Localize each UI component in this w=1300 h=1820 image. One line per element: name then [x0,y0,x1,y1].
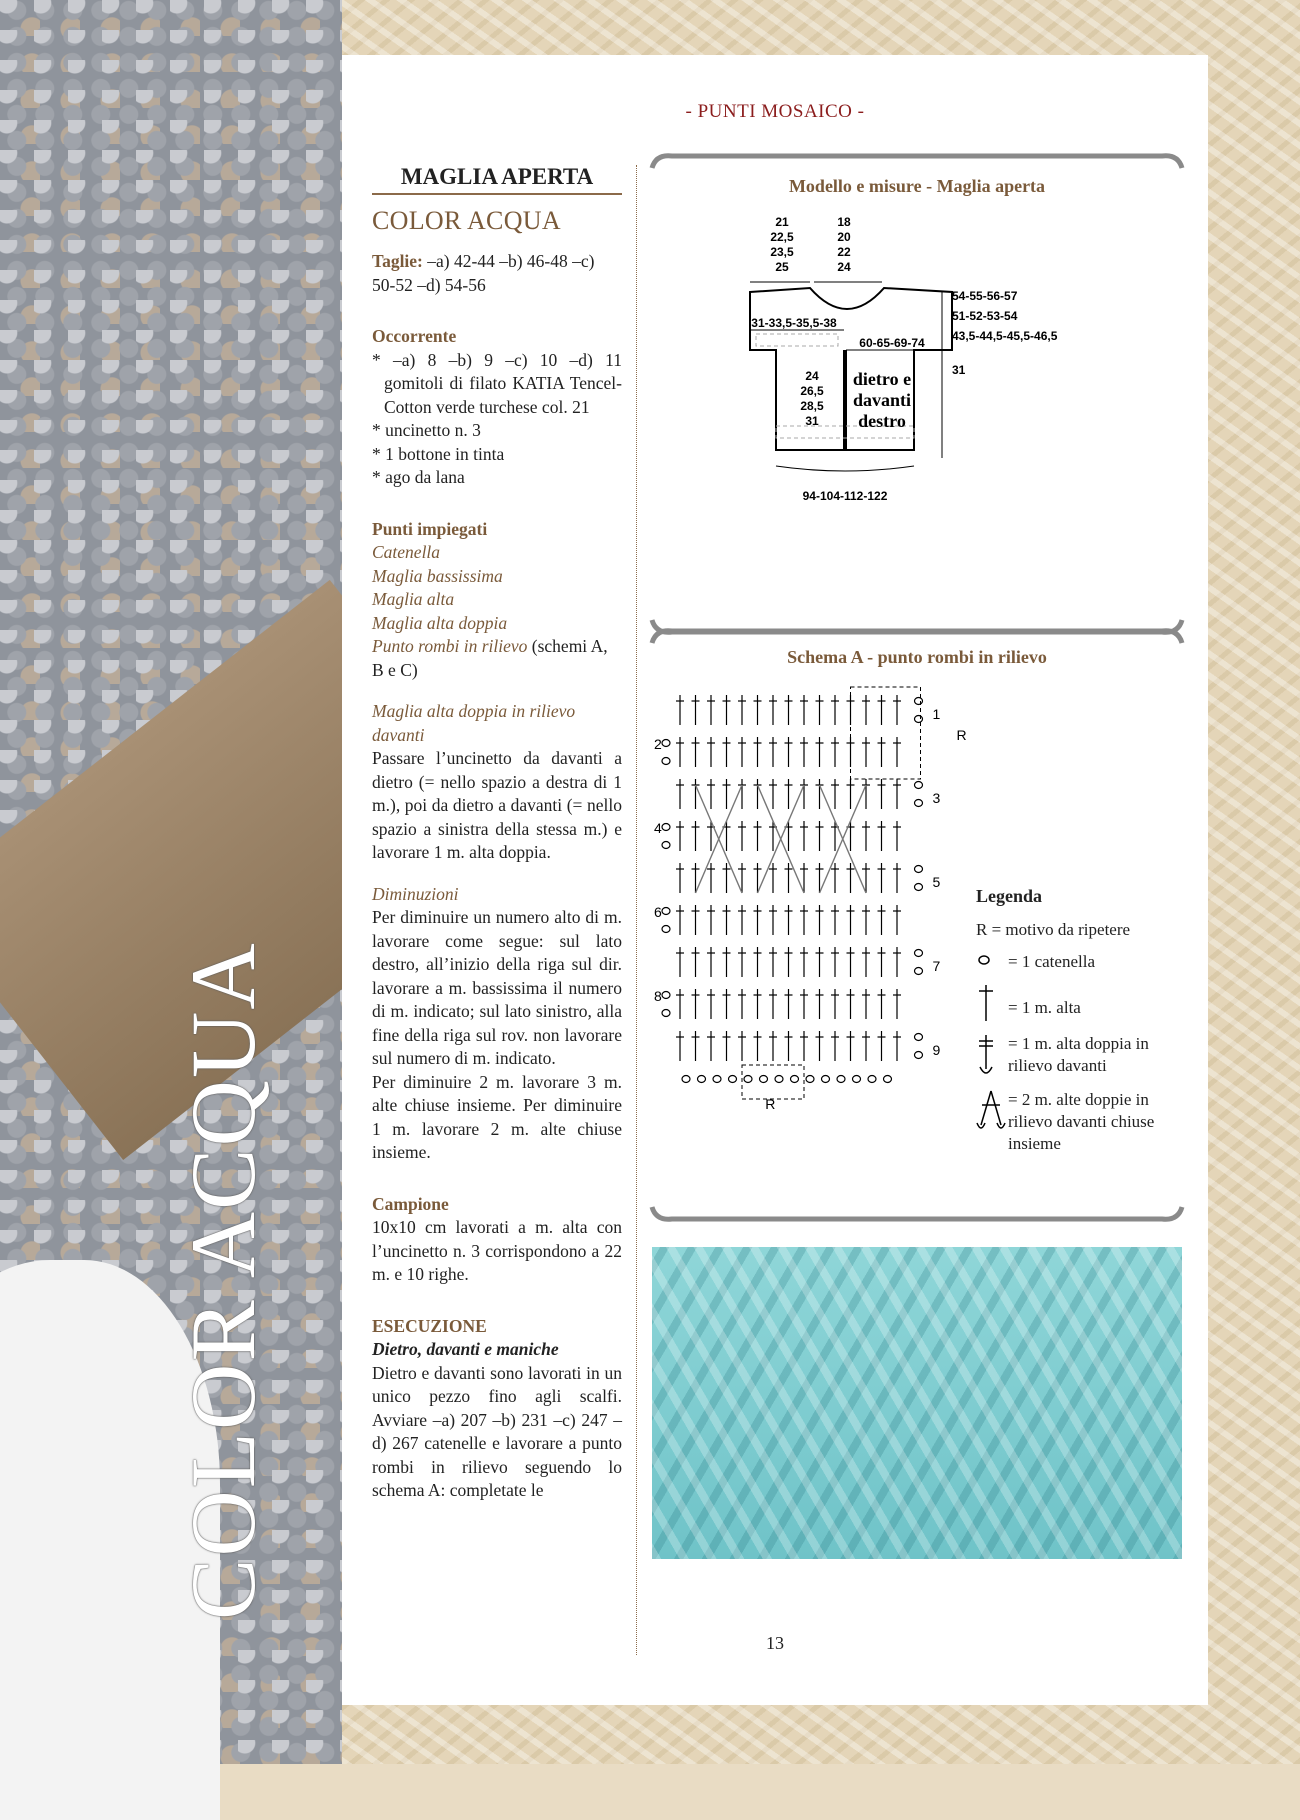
chain-stitch [662,926,670,933]
legend-row [976,983,1196,1023]
repeat-label-vertical: R [956,727,967,743]
punto-item: Maglia bassissima [372,565,503,586]
schema-bottom-bracket [652,1203,1182,1225]
chain-stitch [915,1052,923,1059]
column-divider [636,165,637,1655]
foundation-chain [791,1076,799,1083]
legend-text: = 1 m. alta [1008,998,1081,1017]
chain-stitch [915,968,923,975]
page-number: 13 [766,1633,784,1653]
punto-item: Catenella [372,542,441,562]
punto-rombi-ref: (schemi A, B e C) [372,636,608,680]
top-left-2: 22,5 [770,230,794,244]
chain-stitch [915,950,923,957]
legend-row [976,1033,1196,1079]
top-left-4: 25 [775,260,789,274]
row-label-left: 4 [654,820,662,836]
punto-item [372,635,622,682]
chain-stitch [915,884,923,891]
row-label-right: 3 [932,790,941,806]
panel-top-bracket [652,150,1182,172]
chain-stitch [662,908,670,915]
punto-rombi: Punto rombi in rilievo [372,636,528,656]
pattern-title: MAGLIA APERTA [372,165,622,195]
sleeve-measure: 31-33,5-35,5-38 [751,316,837,330]
chain-stitch [662,842,670,849]
section-header: - PUNTI MOSAICO - [685,101,865,122]
swatch-photo [652,1247,1182,1559]
foundation-chain [775,1076,783,1083]
piece-label-1: dietro e [852,369,912,389]
row-label-right: 5 [932,874,941,890]
row-label-right: 7 [932,958,941,974]
piece-label-3: destro [858,411,906,431]
stitch-chart [652,685,967,1112]
foundation-chain [682,1076,690,1083]
punto-item: Maglia alta doppia [372,612,508,633]
body-4: 31 [805,414,819,428]
dim-heading: Diminuzioni [372,883,459,904]
foundation-chain [713,1076,721,1083]
row-label-left: 2 [654,736,662,752]
top-right-4: 24 [837,260,851,274]
dim-text-1: Per diminuire un numero alto di m. lavorare come segue: sul lato destro, all’inizio della riga sul dir. lavorare a m. bassissima il numero di m. indicato; sul lato sinistro, alla fine della riga sul rov. non lavorare sul numero di m. indicato. [372,907,622,1068]
measurement-title: Modello e misure - Maglia aperta [788,176,1046,196]
sizes [372,250,622,297]
sizes-label: Taglie: [372,251,423,271]
schema-top-bracket [652,625,1182,647]
right-measure-1: 54-55-56-57 [952,289,1018,303]
occ-item: * uncinetto n. 3 [372,420,481,440]
garment-schematic [652,210,1182,610]
page-sheet [342,55,1208,1705]
chain-stitch [915,1034,923,1041]
mad-text: Passare l’uncinetto da davanti a dietro (= nello spazio a destra di 1 m.), poi da dietro a davanti (= nello spazio a sinistra della stessa m.) e lavorare 1 m. alta doppia. [372,748,622,862]
body-2: 26,5 [800,384,824,398]
row-label-right: 9 [932,1042,941,1058]
chain-stitch [662,758,670,765]
fpdtr2tog-symbol-icon [976,1089,1008,1135]
occ-item: * ago da lana [372,467,465,487]
instructions-column [372,165,622,1503]
foundation-chain [729,1076,737,1083]
chain-stitch [915,800,923,807]
legend-row [976,919,1196,941]
legend-text: = 2 m. alte doppie in rilievo davanti chiuse insieme [1008,1090,1155,1153]
right-measure-4: 31 [952,363,966,377]
occorrente-heading: Occorrente [372,326,457,346]
foundation-chain [884,1076,892,1083]
sizes-text: –a) 42-44 –b) 46-48 –c) 50-52 –d) 54-56 [372,251,595,295]
foundation-chain [760,1076,768,1083]
measurement-panel [652,150,1182,640]
row-label-right: 1 [932,706,941,722]
chain-stitch [662,992,670,999]
campione-heading: Campione [372,1193,449,1214]
punto-item: Maglia alta [372,589,455,609]
occ-item: * –a) 8 –b) 9 –c) 10 –d) 11 gomitoli di filato KATIA Tencel-Cotton verde turchese col. 21 [372,349,622,417]
chain-stitch [915,866,923,873]
legend-title: Legenda [976,886,1043,906]
bottom-measure: 94-104-112-122 [802,489,888,503]
top-left-1: 21 [775,215,789,229]
right-measure-2: 51-52-53-54 [952,309,1018,323]
foundation-chain [806,1076,814,1083]
occ-item: * 1 bottone in tinta [372,443,505,464]
row-label-left: 8 [654,988,662,1004]
top-right-2: 20 [837,230,851,244]
esecuzione-subheading: Dietro, davanti e maniche [372,1339,559,1359]
chain-stitch [662,824,670,831]
row-label-left: 6 [654,904,662,920]
mad-heading: Maglia alta doppia in rilievo davanti [372,701,576,745]
pattern-subtitle: COLOR ACQUA [372,205,561,235]
foundation-chain [868,1076,876,1083]
body-3: 28,5 [800,399,824,413]
chain-stitch [662,1010,670,1017]
foundation-chain [822,1076,830,1083]
body-1: 24 [805,369,819,383]
side-title: COLOR ACQUA [172,941,274,1620]
chain-stitch [915,698,923,705]
treble-symbol-icon [976,983,1008,1023]
chain-stitch [915,782,923,789]
chain-stitch [915,716,923,723]
dim-text-2: Per diminuire 2 m. lavorare 3 m. alte chiuse insieme. Per diminuire 1 m. lavorare 2 m. alte chiuse insieme. [372,1071,622,1162]
top-left-3: 23,5 [770,245,794,259]
legend-row [976,951,1196,973]
legend-text: = 1 catenella [1008,952,1095,971]
legend-text: = 1 m. alta doppia in rilievo davanti [1008,1034,1149,1075]
foundation-chain [698,1076,706,1083]
chain-symbol-icon [976,951,1008,967]
esecuzione-heading: ESECUZIONE [372,1315,487,1336]
schema-title: Schema A - punto rombi in rilievo [787,647,1047,667]
fpdtr-symbol-icon [976,1033,1008,1079]
legend [976,885,1196,1165]
campione-text: 10x10 cm lavorati a m. alta con l’uncinetto n. 3 corrispondono a 22 m. e 10 righe. [372,1217,622,1284]
piece-label-2: davanti [852,390,912,410]
right-measure-3: 43,5-44,5-45,5-46,5 [952,329,1058,343]
foundation-chain [853,1076,861,1083]
chain-stitch [662,740,670,747]
punti-heading: Punti impiegati [372,518,488,539]
top-right-3: 22 [837,245,851,259]
mid-measure: 60-65-69-74 [859,336,925,350]
legend-text: R = motivo da ripetere [976,920,1131,939]
foundation-chain [744,1076,752,1083]
esecuzione-text: Dietro e davanti sono lavorati in un unico pezzo fino agli scalfi. Avviare –a) 207 –b) 231 –c) 247 –d) 267 catenelle e lavorare a punto rombi in rilievo seguendo lo schema A: completate le [372,1362,622,1500]
legend-row [976,1089,1196,1155]
foundation-chain [837,1076,845,1083]
top-right-1: 18 [837,215,851,229]
repeat-label-horizontal: R [765,1096,776,1112]
